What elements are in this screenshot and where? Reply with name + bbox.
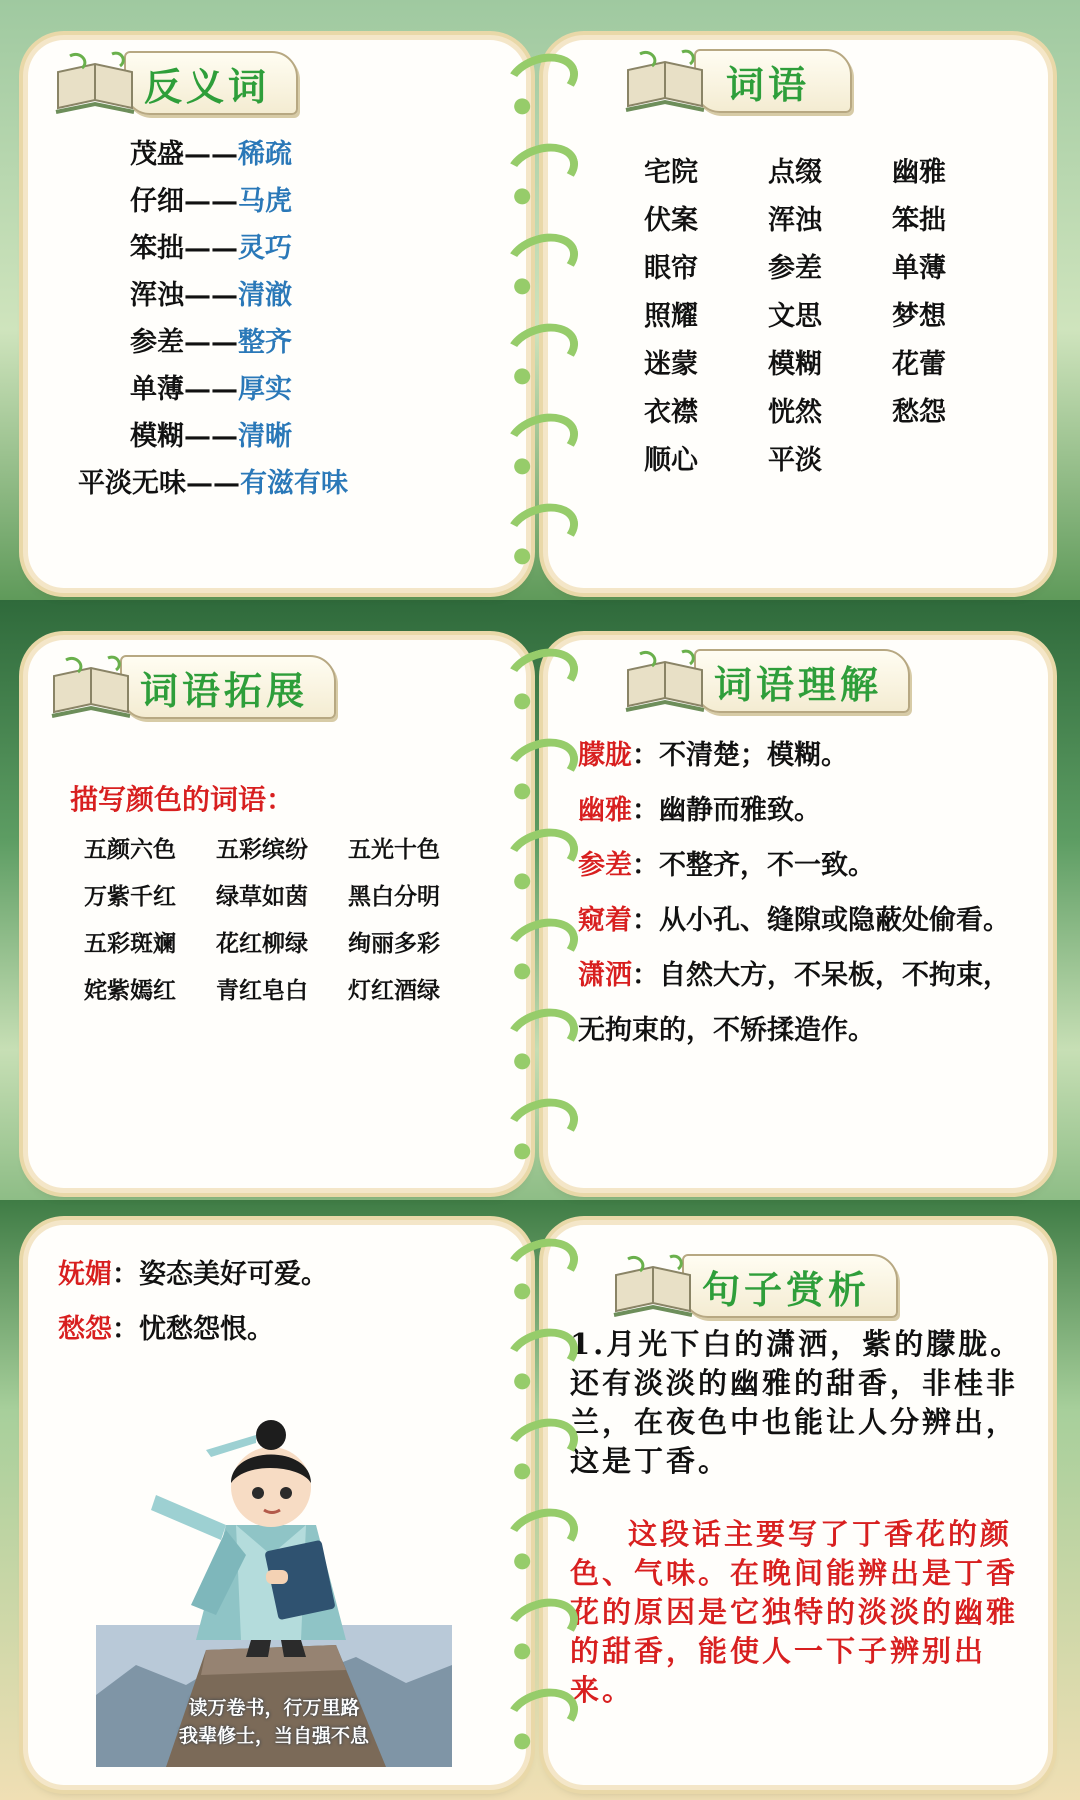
word-item: 幽雅 xyxy=(892,157,946,188)
open-book-icon xyxy=(608,1253,698,1319)
idiom-item: 绚丽多彩 xyxy=(348,930,440,957)
word-item: 点缀 xyxy=(768,157,822,188)
open-book-icon xyxy=(620,648,710,714)
vocabulary-title-badge xyxy=(620,48,852,114)
definitions-continued-page xyxy=(28,1225,526,1785)
antonym-row: 浑浊——清澈 xyxy=(130,280,292,311)
antonyms-page xyxy=(28,40,526,588)
antonyms-title: 反义词 xyxy=(124,51,298,115)
word-expansion-title: 词语拓展 xyxy=(120,655,336,719)
word-understanding-page xyxy=(548,640,1048,1188)
antonyms-title-badge xyxy=(50,50,298,116)
illustration-caption-line-1: 读万卷书，行万里路 xyxy=(188,1697,360,1719)
idiom-item: 姹紫嫣红 xyxy=(84,977,176,1004)
definition-item: 参差：不整齐，不一致。 xyxy=(578,850,875,881)
word-item: 参差 xyxy=(768,253,822,284)
word-item: 宅院 xyxy=(644,157,698,188)
definition-item: 愁怨：忧愁怨恨。 xyxy=(58,1314,274,1345)
idiom-item: 五颜六色 xyxy=(84,836,176,863)
idiom-item: 五彩缤纷 xyxy=(216,836,308,863)
word-item: 文思 xyxy=(768,301,822,332)
example-sentence: 1.月光下白的潇洒，紫的朦胧。还有淡淡的幽雅的甜香，非桂非兰，在夜色中也能让人分辨出，这是丁香。 xyxy=(570,1327,1023,1478)
idiom-item: 青红皂白 xyxy=(216,977,308,1004)
definition-list xyxy=(58,1247,498,1357)
definition-item: 妩媚：姿态美好可爱。 xyxy=(58,1259,328,1290)
definition-item: 幽雅：幽静而雅致。 xyxy=(578,795,821,826)
sentence-analysis-page xyxy=(548,1225,1048,1785)
definition-item: 朦胧：不清楚；模糊。 xyxy=(578,740,848,771)
color-words-grid xyxy=(84,835,480,1006)
word-item: 浑浊 xyxy=(768,205,822,236)
antonym-row: 茂盛——稀疏 xyxy=(130,139,292,170)
illustration-caption-line-2: 我辈修士，当自强不息 xyxy=(178,1725,369,1747)
word-item: 模糊 xyxy=(768,349,822,380)
idiom-item: 灯红酒绿 xyxy=(348,977,440,1004)
definition-item: 潇洒：自然大方，不呆板，不拘束，无拘束的，不矫揉造作。 xyxy=(578,960,1010,1046)
sentence-analysis-title: 句子赏析 xyxy=(682,1254,898,1318)
color-words-heading: 描写颜色的词语： xyxy=(70,783,295,816)
word-item: 平淡 xyxy=(768,445,822,476)
idiom-item: 黑白分明 xyxy=(348,883,440,910)
scholar-boy-illustration xyxy=(96,1395,452,1767)
definition-item: 窥着：从小孔、缝隙或隐蔽处偷看。 xyxy=(578,905,1010,936)
word-item: 照耀 xyxy=(644,301,698,332)
idiom-item: 五光十色 xyxy=(348,836,440,863)
antonym-row: 单薄——厚实 xyxy=(130,374,292,405)
word-expansion-title-badge xyxy=(46,654,336,720)
open-book-icon xyxy=(50,50,140,116)
sentence-analysis-title-badge xyxy=(608,1253,898,1319)
vocabulary-title: 词语 xyxy=(694,49,852,113)
word-item: 单薄 xyxy=(892,253,946,284)
word-item: 衣襟 xyxy=(644,397,698,428)
word-item: 顺心 xyxy=(644,445,698,476)
word-item: 愁怨 xyxy=(892,397,946,428)
word-item: 恍然 xyxy=(768,397,822,428)
antonym-row: 参差——整齐 xyxy=(130,327,292,358)
analysis-explanation: 这段话主要写了丁香花的颜色、气味。在晚间能辨出是丁香花的原因是它独特的淡淡的幽雅的甜香，能使人一下子辨别出来。 xyxy=(570,1517,1019,1707)
word-expansion-page xyxy=(28,640,526,1188)
definition-list xyxy=(578,728,1018,1058)
antonym-row: 平淡无味——有滋有味 xyxy=(78,468,348,499)
word-item: 梦想 xyxy=(892,301,946,332)
antonym-row: 仔细——马虎 xyxy=(130,186,292,217)
idiom-item: 万紫千红 xyxy=(84,883,176,910)
word-item: 花蕾 xyxy=(892,349,946,380)
word-understanding-title-badge xyxy=(620,648,910,714)
vocabulary-page xyxy=(548,40,1048,588)
word-item: 伏案 xyxy=(644,205,698,236)
open-book-icon xyxy=(46,654,136,720)
idiom-item: 花红柳绿 xyxy=(216,930,308,957)
open-book-icon xyxy=(620,48,710,114)
antonym-row: 模糊——清晰 xyxy=(130,421,292,452)
word-understanding-title: 词语理解 xyxy=(694,649,910,713)
idiom-item: 绿草如茵 xyxy=(216,883,308,910)
vocabulary-grid xyxy=(644,158,1016,475)
word-item: 眼帘 xyxy=(644,253,698,284)
idiom-item: 五彩斑斓 xyxy=(84,930,176,957)
word-item: 笨拙 xyxy=(892,205,946,236)
antonym-row: 笨拙——灵巧 xyxy=(130,233,292,264)
word-item: 迷蒙 xyxy=(644,349,698,380)
